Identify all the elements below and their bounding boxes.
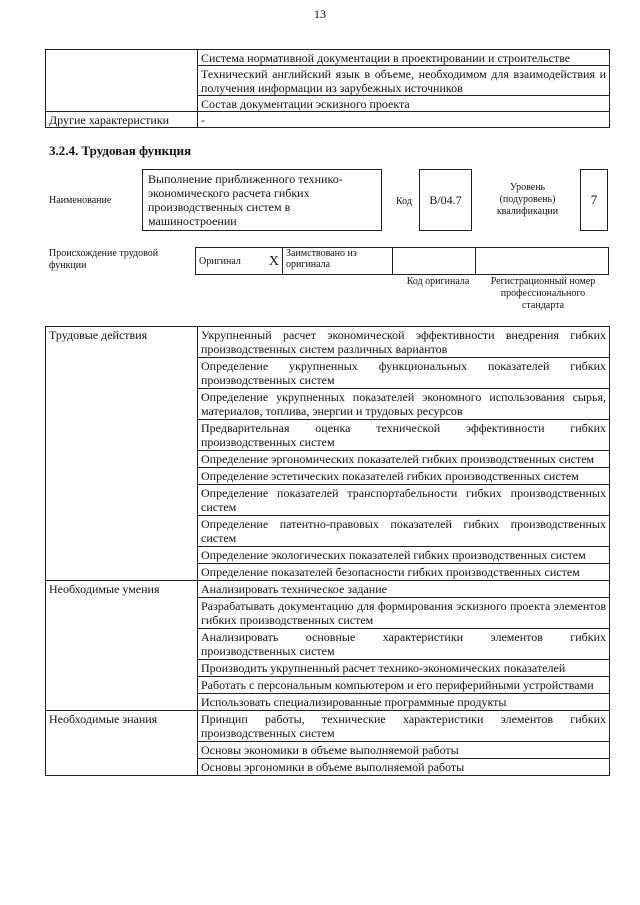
table-row	[46, 112, 610, 128]
level-value-box: 7	[580, 169, 608, 231]
table-cell: -	[198, 112, 610, 128]
table-row	[46, 711, 610, 742]
table-cell: Разрабатывать документацию для формирования эскизного проекта элементов гибких производственных систем	[198, 598, 610, 629]
original-mark: X	[268, 253, 279, 269]
reg-number-caption: Регистрационный номер профессионального стандарта	[490, 276, 596, 311]
page-number: 13	[314, 7, 326, 21]
table-cell: Состав документации эскизного проекта	[198, 96, 610, 112]
reg-number-cell	[476, 248, 609, 275]
table-cell: Анализировать техническое задание	[198, 581, 610, 598]
table-cell: Предварительная оценка технической эффективности гибких производственных систем	[198, 420, 610, 451]
table-cell: Основы эргономики в объеме выполняемой работы	[198, 759, 610, 776]
borrowed-cell: Заимствовано из оригинала	[283, 248, 393, 275]
row-label-other: Другие характеристики	[46, 112, 198, 128]
table-cell: Определение эстетических показателей гибких производственных систем	[198, 468, 610, 485]
original-cell	[196, 248, 283, 275]
table-cell: Определение экологических показателей гибких производственных систем	[198, 547, 610, 564]
table-cell: Анализировать основные характеристики элементов гибких производственных систем	[198, 629, 610, 660]
level-label: Уровень (подуровень) квалификации	[496, 182, 559, 217]
table-row	[46, 581, 610, 598]
function-name-box: Выполнение приближенного технико-экономического расчета гибких производственных систем в машиностроении	[142, 169, 382, 231]
code-label: Код	[396, 196, 412, 207]
table-cell: Работать с персональным компьютером и его периферийными устройствами	[198, 677, 610, 694]
table-cell: Система нормативной документации в проектировании и строительстве	[198, 50, 610, 66]
row-label-empty	[46, 50, 198, 112]
table-cell: Производить укрупненный расчет технико-экономических показателей	[198, 660, 610, 677]
table-cell: Принцип работы, технические характеристики элементов гибких производственных систем	[198, 711, 610, 742]
table-row	[196, 248, 609, 275]
origin-label: Происхождение трудовой функции	[49, 248, 159, 271]
table-row	[46, 327, 610, 358]
top-characteristics-table	[45, 49, 610, 128]
code-value-box: B/04.7	[419, 169, 472, 231]
origin-table	[195, 247, 609, 275]
table-cell: Определение патентно-правовых показателей гибких производственных систем	[198, 516, 610, 547]
table-cell: Использовать специализированные программные продукты	[198, 694, 610, 711]
table-cell: Определение показателей транспортабельности гибких производственных систем	[198, 485, 610, 516]
table-cell: Определение укрупненных функциональных показателей гибких производственных систем	[198, 358, 610, 389]
group-label-actions: Трудовые действия	[46, 327, 198, 581]
table-cell: Технический английский язык в объеме, необходимом для взаимодействия и получения информации из зарубежных источников	[198, 66, 610, 96]
table-cell: Определение показателей безопасности гибких производственных систем	[198, 564, 610, 581]
labor-function-table	[45, 326, 610, 776]
table-cell: Укрупненный расчет экономической эффективности внедрения гибких производственных систем различных вариантов	[198, 327, 610, 358]
table-cell: Определение эргономических показателей гибких производственных систем	[198, 451, 610, 468]
code-original-cell	[393, 248, 476, 275]
naming-label: Наименование	[49, 195, 112, 206]
section-heading: 3.2.4. Трудовая функция	[49, 143, 192, 158]
group-label-knowledge: Необходимые знания	[46, 711, 198, 776]
table-cell: Определение укрупненных показателей экономного использования сырья, материалов, топлива, энергии и трудовых ресурсов	[198, 389, 610, 420]
table-row	[46, 50, 610, 66]
table-cell: Основы экономики в объеме выполняемой работы	[198, 742, 610, 759]
original-label: Оригинал	[199, 255, 241, 267]
group-label-skills: Необходимые умения	[46, 581, 198, 711]
code-original-caption: Код оригинала	[406, 276, 470, 287]
